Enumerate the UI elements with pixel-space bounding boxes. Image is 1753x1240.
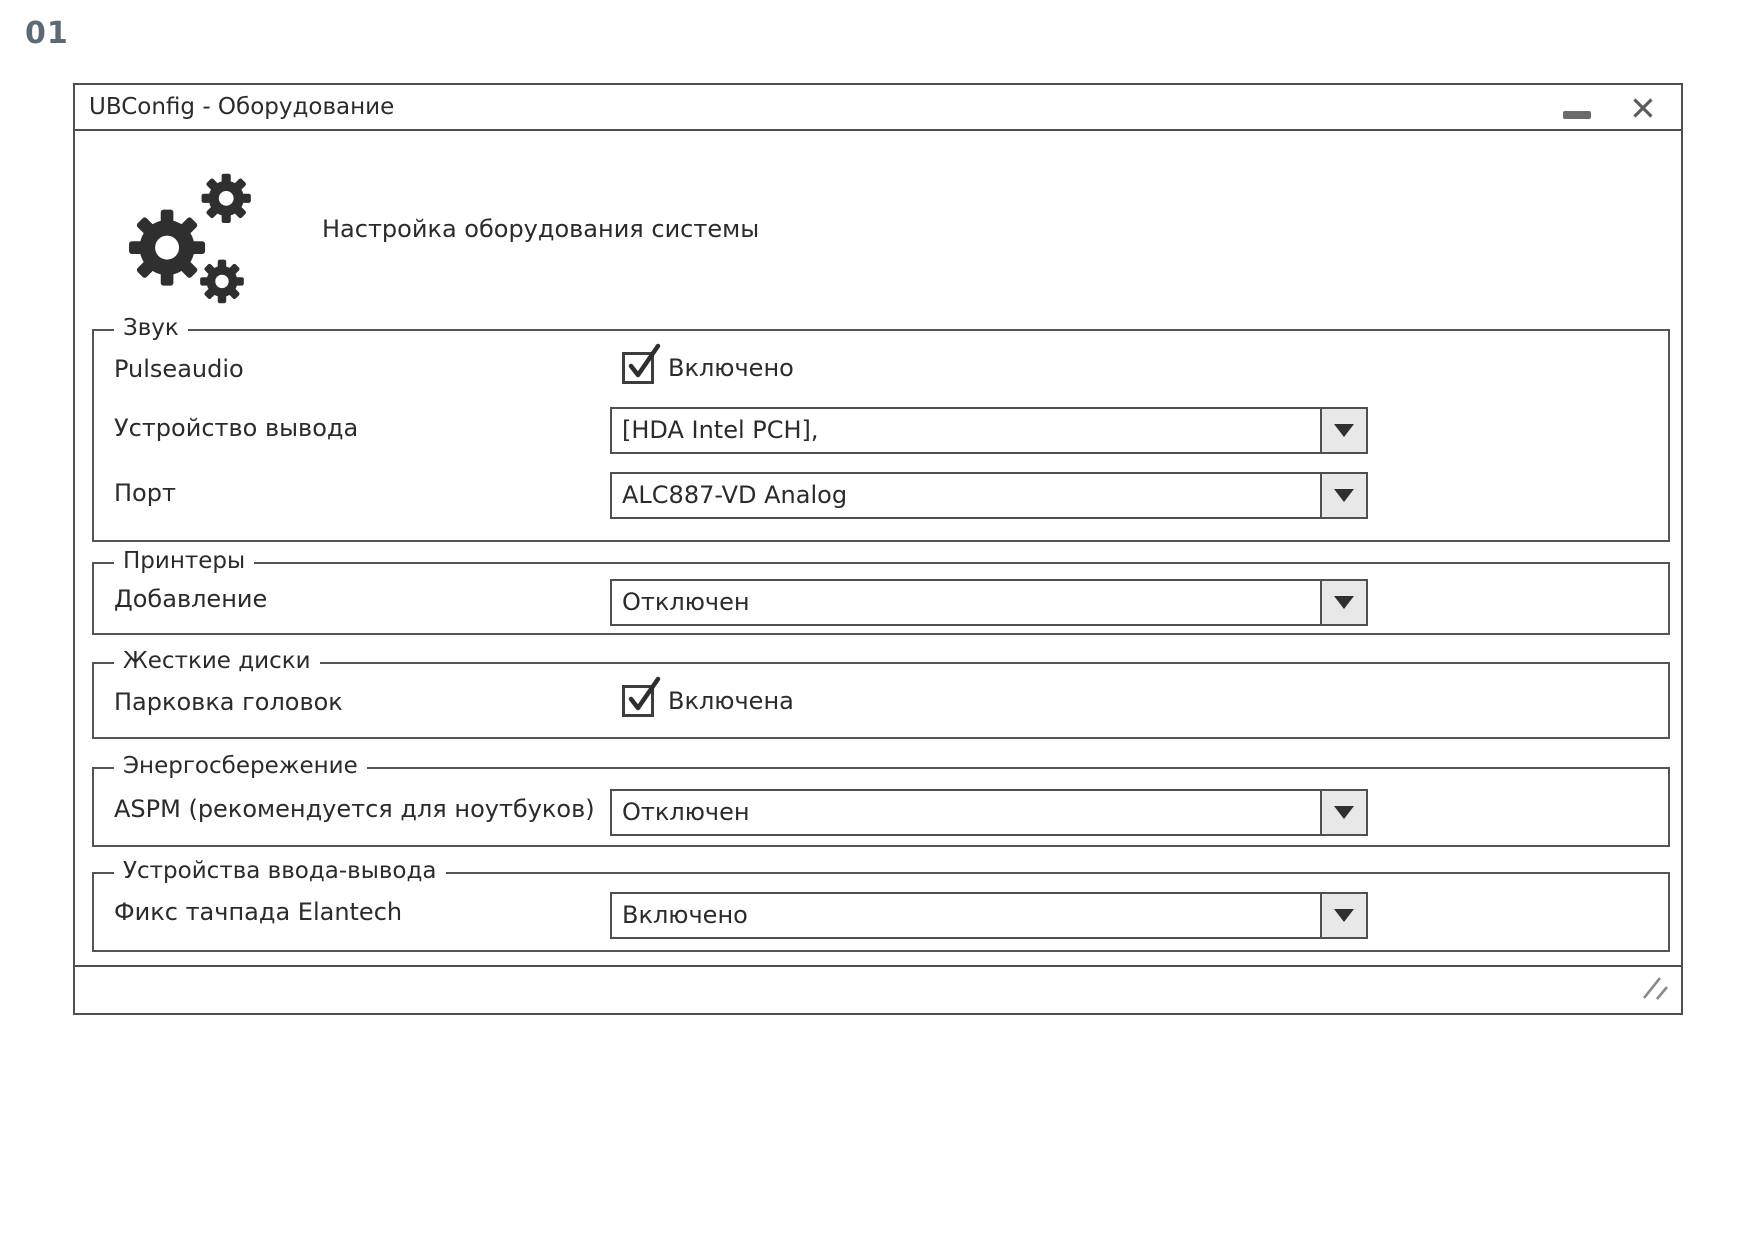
minimize-icon[interactable] bbox=[1563, 111, 1591, 119]
group-hard-disks bbox=[92, 648, 1670, 739]
window-title: UBConfig - Оборудование bbox=[89, 94, 395, 120]
label-pulseaudio: Pulseaudio bbox=[114, 355, 244, 383]
dropdown-port-value: ALC887-VD Analog bbox=[622, 481, 848, 509]
group-hard-disks-legend: Жесткие диски bbox=[114, 648, 320, 674]
group-sound-legend: Звук bbox=[114, 315, 188, 341]
checkbox-head-parking[interactable] bbox=[622, 685, 794, 717]
label-elantech-fix: Фикс тачпада Elantech bbox=[114, 898, 403, 926]
label-adding: Добавление bbox=[114, 585, 268, 613]
app-window bbox=[73, 83, 1683, 1015]
dropdown-adding-value: Отключен bbox=[622, 588, 750, 616]
dropdown-output-device-value: [HDA Intel PCH], bbox=[622, 416, 819, 444]
dropdown-port[interactable] bbox=[610, 472, 1368, 519]
label-aspm: ASPM (рекомендуется для ноутбуков) bbox=[114, 795, 595, 823]
dropdown-adding[interactable] bbox=[610, 579, 1368, 626]
dropdown-elantech-fix-value: Включено bbox=[622, 901, 748, 929]
group-power-saving bbox=[92, 753, 1670, 847]
label-head-parking: Парковка головок bbox=[114, 688, 343, 716]
resize-grip-icon[interactable] bbox=[1639, 975, 1671, 1007]
chevron-down-icon[interactable] bbox=[1320, 474, 1366, 517]
chevron-down-icon[interactable] bbox=[1320, 791, 1366, 834]
checkbox-checked-icon[interactable] bbox=[622, 352, 654, 384]
chevron-down-icon[interactable] bbox=[1320, 409, 1366, 452]
chevron-down-icon[interactable] bbox=[1320, 581, 1366, 624]
page-index-label: 01 bbox=[25, 16, 69, 51]
chevron-down-icon[interactable] bbox=[1320, 894, 1366, 937]
checkbox-pulseaudio[interactable] bbox=[622, 352, 794, 384]
label-output-device: Устройство вывода bbox=[114, 414, 359, 442]
checkbox-pulseaudio-label: Включено bbox=[668, 354, 794, 382]
group-sound bbox=[92, 315, 1670, 542]
dropdown-elantech-fix[interactable] bbox=[610, 892, 1368, 939]
checkbox-head-parking-label: Включена bbox=[668, 687, 794, 715]
statusbar bbox=[75, 965, 1681, 1013]
titlebar bbox=[75, 85, 1681, 131]
group-io-devices bbox=[92, 858, 1670, 952]
gears-icon bbox=[122, 163, 260, 313]
checkbox-checked-icon[interactable] bbox=[622, 685, 654, 717]
group-io-devices-legend: Устройства ввода-вывода bbox=[114, 858, 446, 884]
header-subtitle: Настройка оборудования системы bbox=[322, 215, 760, 243]
group-printers bbox=[92, 548, 1670, 635]
group-printers-legend: Принтеры bbox=[114, 548, 254, 574]
dropdown-aspm[interactable] bbox=[610, 789, 1368, 836]
close-icon[interactable]: ✕ bbox=[1629, 88, 1657, 128]
dropdown-output-device[interactable] bbox=[610, 407, 1368, 454]
label-port: Порт bbox=[114, 479, 176, 507]
dropdown-aspm-value: Отключен bbox=[622, 798, 750, 826]
group-power-saving-legend: Энергосбережение bbox=[114, 753, 367, 779]
